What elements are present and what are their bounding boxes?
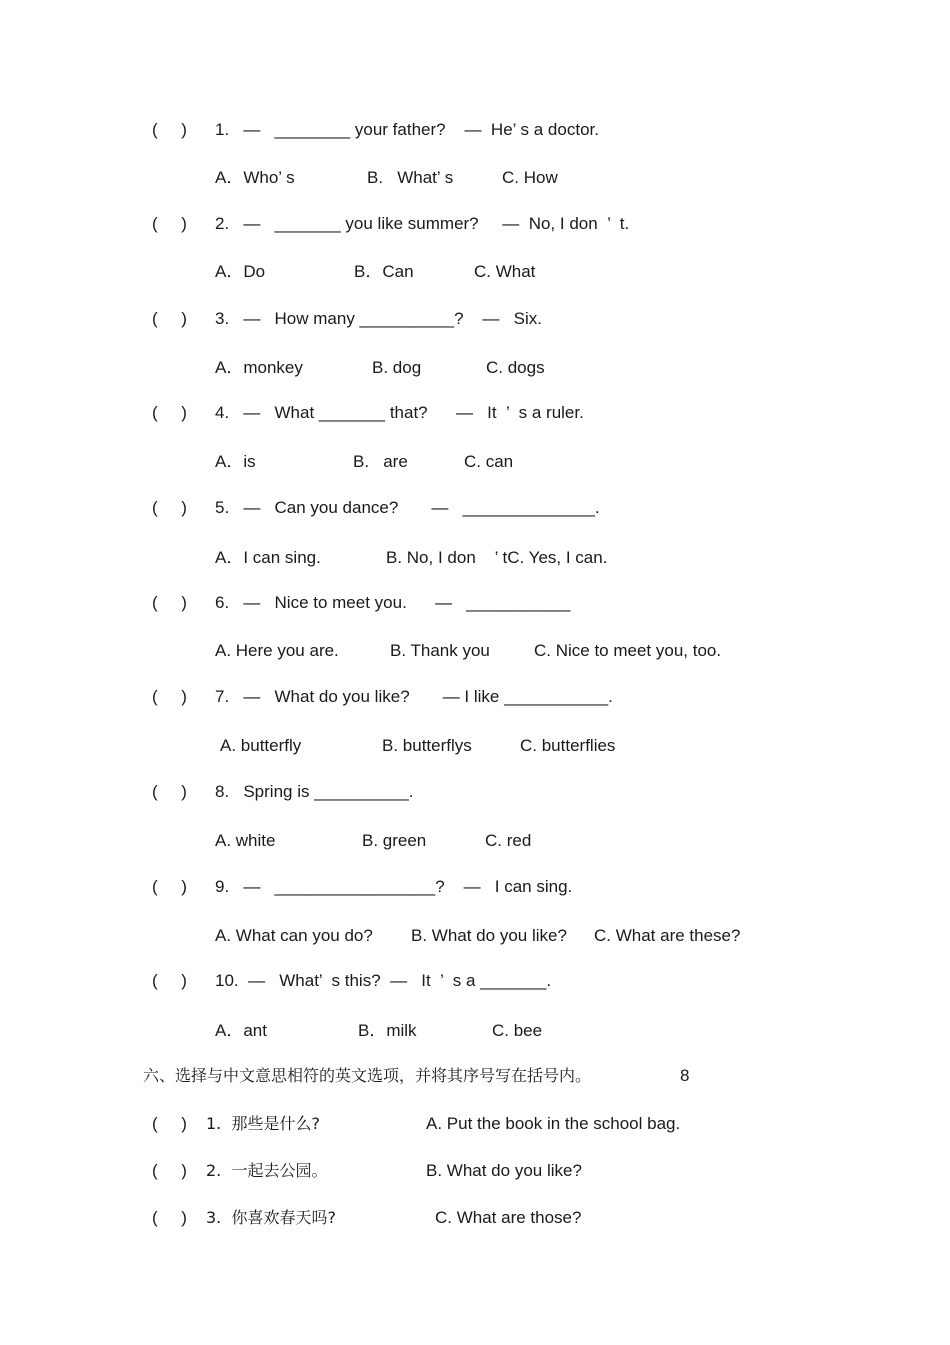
chinese-prompt-3: 3. 你喜欢春天吗? [206, 1208, 336, 1227]
option-5-b: B. No, I don ’ tC. Yes, I can. [386, 548, 608, 567]
answer-parentheses: ( ) [152, 877, 187, 896]
section-6-score: 8 [680, 1066, 690, 1085]
answer-parentheses: ( ) [152, 1161, 187, 1180]
option-4-b: B. are [353, 452, 408, 471]
chinese-prompt-1: 1. 那些是什么? [206, 1114, 320, 1133]
english-option-3: C. What are those? [435, 1208, 582, 1227]
option-9-c: C. What are these? [594, 926, 741, 945]
answer-parentheses: ( ) [152, 120, 187, 139]
option-6-a: A. Here you are. [215, 641, 339, 660]
question-stem-2: 2. — _______ you like summer? — No, I don ’ t. [215, 214, 630, 233]
option-3-c: C. dogs [486, 358, 545, 377]
answer-parentheses: ( ) [152, 214, 187, 233]
question-stem-5: 5. — Can you dance? — ______________. [215, 498, 600, 517]
english-option-1: A. Put the book in the school bag. [426, 1114, 681, 1133]
option-3-b: B. dog [372, 358, 422, 377]
question-stem-3: 3. — How many __________? — Six. [215, 309, 542, 328]
option-9-a: A. What can you do? [215, 926, 373, 945]
question-stem-6: 6. — Nice to meet you. — ___________ [215, 593, 571, 612]
answer-parentheses: ( ) [152, 782, 187, 801]
answer-parentheses: ( ) [152, 403, 187, 422]
option-5-a: A．I can sing. [215, 548, 321, 567]
question-stem-9: 9. — _________________? — I can sing. [215, 877, 573, 896]
option-6-b: B. Thank you [390, 641, 490, 660]
option-6-c: C. Nice to meet you, too. [534, 641, 722, 660]
option-10-b: B．milk [358, 1021, 417, 1040]
option-2-c: C. What [474, 262, 536, 281]
option-7-c: C. butterflies [520, 736, 616, 755]
option-2-b: B．Can [354, 262, 414, 281]
option-1-c: C. How [502, 168, 558, 187]
question-stem-8: 8. Spring is __________. [215, 782, 414, 801]
answer-parentheses: ( ) [152, 498, 187, 517]
answer-parentheses: ( ) [152, 309, 187, 328]
option-9-b: B. What do you like? [411, 926, 567, 945]
chinese-prompt-2: 2. 一起去公园。 [206, 1161, 328, 1180]
question-stem-10: 10. — What’ s this? — It ’ s a _______. [215, 971, 552, 990]
option-1-b: B. What’ s [367, 168, 454, 187]
option-7-b: B. butterflys [382, 736, 472, 755]
option-2-a: A．Do [215, 262, 266, 281]
section-6-heading: 六、选择与中文意思相符的英文选项，并将其序号写在括号内。 [143, 1066, 592, 1085]
option-10-a: A．ant [215, 1021, 267, 1040]
english-option-2: B. What do you like? [426, 1161, 582, 1180]
question-stem-1: 1. — ________ your father? — He’ s a doctor. [215, 120, 599, 139]
option-3-a: A．monkey [215, 358, 303, 377]
option-10-c: C. bee [492, 1021, 543, 1040]
answer-parentheses: ( ) [152, 1208, 187, 1227]
answer-parentheses: ( ) [152, 1114, 187, 1133]
question-stem-7: 7. — What do you like? — I like ___________. [215, 687, 613, 706]
option-8-a: A. white [215, 831, 276, 850]
answer-parentheses: ( ) [152, 593, 187, 612]
answer-parentheses: ( ) [152, 971, 187, 990]
option-4-a: A．is [215, 452, 256, 471]
option-7-a: A. butterfly [220, 736, 302, 755]
option-8-b: B. green [362, 831, 427, 850]
question-stem-4: 4. — What _______ that? — It ’ s a ruler. [215, 403, 584, 422]
answer-parentheses: ( ) [152, 687, 187, 706]
option-1-a: A．Who’ s [215, 168, 295, 187]
option-8-c: C. red [485, 831, 532, 850]
option-4-c: C. can [464, 452, 514, 471]
